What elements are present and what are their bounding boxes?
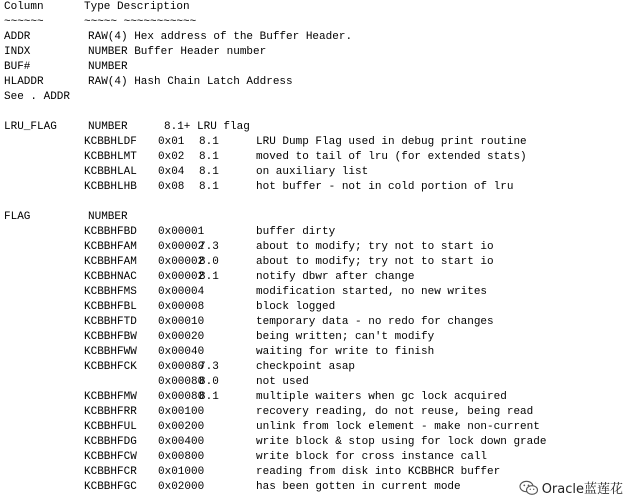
flag-row (4, 465, 501, 480)
flag-description: reading from disk into KCBBHCR buffer (256, 466, 501, 478)
top-row (4, 90, 71, 105)
flag-value: 0x00080 (158, 376, 205, 388)
flag-value: 0x00800 (158, 451, 205, 463)
flag-row (4, 330, 435, 345)
flag-name: KCBBHNAC (84, 271, 137, 283)
flag-value: 0x00004 (158, 286, 205, 298)
flag-name: KCBBHFWW (84, 346, 137, 358)
column-name: FLAG (4, 211, 31, 223)
column-name: ADDR (4, 31, 31, 43)
flag-row (4, 345, 435, 360)
flag-version: 8.0 (199, 256, 219, 268)
flag-value: 0x01000 (158, 466, 205, 478)
flag-name: KCBBHFCR (84, 466, 137, 478)
flag-name: KCBBHFUL (84, 421, 137, 433)
lru-flag-header-row (4, 120, 250, 135)
flag-row (4, 480, 461, 495)
flag-description: checkpoint asap (256, 361, 356, 373)
flag-description: not used (256, 376, 309, 388)
flag-row (4, 225, 336, 240)
flag-name: KCBBHFDG (84, 436, 137, 448)
top-row (4, 60, 128, 75)
flag-name: KCBBHFCW (84, 451, 137, 463)
column-description: RAW(4) Hash Chain Latch Address (88, 76, 293, 88)
flag-version: 7.3 (199, 241, 219, 253)
flag-name: KCBBHFBD (84, 226, 137, 238)
flag-value: 0x01 (158, 136, 185, 148)
flag-description: unlink from lock element - make non-current (256, 421, 540, 433)
flag-row (4, 420, 540, 435)
column-description: RAW(4) Hex address of the Buffer Header. (88, 31, 353, 43)
flag-name: KCBBHFGC (84, 481, 137, 493)
flag-value: 0x00008 (158, 301, 205, 313)
flag-description: write block & stop using for lock down grade (256, 436, 547, 448)
flag-description: hot buffer - not in cold portion of lru (256, 181, 514, 193)
column-type: NUMBER (88, 121, 128, 133)
flag-description: modification started, no new writes (256, 286, 488, 298)
flag-header-row (4, 210, 128, 225)
column-name: INDX (4, 46, 31, 58)
watermark-text: Oracle蓝莲花 (541, 482, 623, 497)
flag-description: on auxiliary list (256, 166, 369, 178)
top-row (4, 75, 293, 90)
flag-name: KCBBHLAL (84, 166, 137, 178)
header-underline-row (4, 15, 197, 30)
flag-value: 0x00040 (158, 346, 205, 358)
flag-value: 0x00002 (158, 256, 205, 268)
flag-description: buffer dirty (256, 226, 336, 238)
column-name: HLADDR (4, 76, 44, 88)
flag-description: recovery reading, do not reuse, being read (256, 406, 534, 418)
column-description: NUMBER Buffer Header number (88, 46, 267, 58)
flag-name: KCBBHLDF (84, 136, 137, 148)
flag-value: 0x04 (158, 166, 185, 178)
flag-description: LRU Dump Flag used in debug print routine (256, 136, 527, 148)
document-text (4, 0, 547, 495)
flag-name: KCBBHFBL (84, 301, 137, 313)
flag-row (4, 405, 534, 420)
column-type: NUMBER (88, 211, 128, 223)
flag-row (4, 270, 415, 285)
flag-version: 7.3 (199, 361, 219, 373)
flag-name: KCBBHFBW (84, 331, 137, 343)
flag-name: KCBBHFAM (84, 241, 137, 253)
flag-row (4, 390, 507, 405)
flag-value: 0x00001 (158, 226, 205, 238)
flag-description: about to modify; try not to start io (256, 241, 494, 253)
column-note: 8.1+ LRU flag (164, 121, 250, 133)
flag-row (4, 180, 514, 195)
header-underline: ~~~~~~ (4, 16, 44, 28)
column-name: LRU_FLAG (4, 121, 57, 133)
flag-name: KCBBHFAM (84, 256, 137, 268)
header-underline: ~~~~~ ~~~~~~~~~~~ (84, 16, 197, 28)
flag-row (4, 165, 369, 180)
flag-row (4, 315, 494, 330)
flag-row (4, 285, 488, 300)
type-description-header: Type Description (84, 1, 190, 13)
flag-name: KCBBHFMS (84, 286, 137, 298)
flag-version: 8.1 (199, 151, 219, 163)
column-description: NUMBER (88, 61, 128, 73)
flag-value: 0x00080 (158, 361, 205, 373)
flag-value: 0x08 (158, 181, 185, 193)
flag-description: waiting for write to finish (256, 346, 435, 358)
flag-row (4, 255, 494, 270)
column-name: See . ADDR (4, 91, 71, 103)
flag-version: 8.1 (199, 391, 219, 403)
flag-description: temporary data - no redo for changes (256, 316, 494, 328)
flag-row (4, 360, 356, 375)
flag-name: KCBBHLHB (84, 181, 137, 193)
flag-row (4, 450, 488, 465)
flag-name: KCBBHLMT (84, 151, 137, 163)
wechat-icon (519, 480, 539, 496)
blank-line (4, 195, 30, 210)
column-name: BUF# (4, 61, 31, 73)
flag-row (4, 300, 336, 315)
flag-value: 0x00002 (158, 241, 205, 253)
flag-description: being written; can't modify (256, 331, 435, 343)
flag-description: about to modify; try not to start io (256, 256, 494, 268)
lru-flag-list (4, 135, 527, 195)
flag-description: has been gotten in current mode (256, 481, 461, 493)
flag-row (4, 375, 309, 390)
watermark (515, 477, 627, 498)
flag-version: 8.1 (199, 181, 219, 193)
flag-value: 0x00100 (158, 406, 205, 418)
top-row (4, 45, 267, 60)
flag-value: 0x02000 (158, 481, 205, 493)
flag-row (4, 435, 547, 450)
flag-description: multiple waiters when gc lock acquired (256, 391, 507, 403)
flag-row (4, 240, 494, 255)
flag-description: write block for cross instance call (256, 451, 488, 463)
flag-version: 8.1 (199, 136, 219, 148)
flag-name: KCBBHFMW (84, 391, 137, 403)
flag-value: 0x00080 (158, 391, 205, 403)
flag-value: 0x02 (158, 151, 185, 163)
flag-list (4, 225, 547, 495)
flag-version: 8.1 (199, 271, 219, 283)
flag-version: 8.0 (199, 376, 219, 388)
top-row (4, 30, 353, 45)
flag-value: 0x00002 (158, 271, 205, 283)
flag-description: notify dbwr after change (256, 271, 415, 283)
flag-value: 0x00010 (158, 316, 205, 328)
flag-name: KCBBHFTD (84, 316, 137, 328)
flag-row (4, 135, 527, 150)
flag-name: KCBBHFRR (84, 406, 137, 418)
flag-row (4, 150, 527, 165)
flag-name: KCBBHFCK (84, 361, 137, 373)
flag-description: moved to tail of lru (for extended stats) (256, 151, 527, 163)
flag-value: 0x00200 (158, 421, 205, 433)
column-header: Column (4, 1, 44, 13)
header-row (4, 0, 190, 15)
flag-description: block logged (256, 301, 336, 313)
flag-version: 8.1 (199, 166, 219, 178)
flag-value: 0x00400 (158, 436, 205, 448)
flag-value: 0x00020 (158, 331, 205, 343)
